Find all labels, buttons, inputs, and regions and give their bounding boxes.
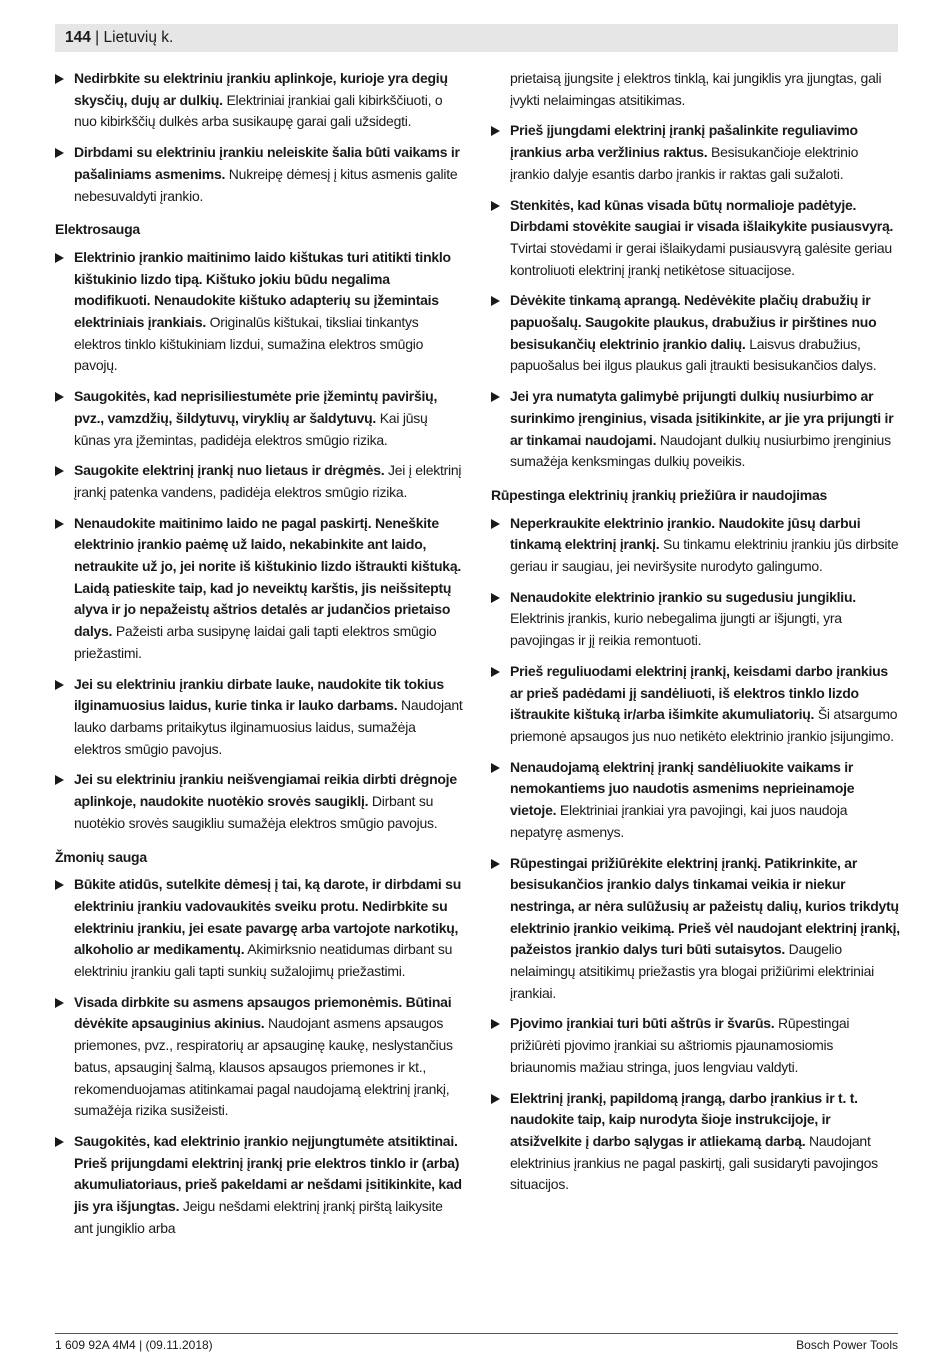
list-item <box>491 587 901 652</box>
instruction-explanation-text: Nukreipę dėmesį į kitus asmenis galite nebesuvaldyti įrankio. <box>74 165 458 204</box>
instruction-explanation-text: Naudojant asmens apsaugos priemones, pvz., respiratorių ar apsauginę kaukę, neslystančius batus, apsauginį šalmą, klausos apsaugos priemones ir kt., rekomenduojamas atitinkamai pagal naudojamą elektrinį įrankį, sumažėja rizika susižeisti. <box>74 1015 453 1119</box>
instruction-explanation-text: Jei į elektrinį įrankį patenka vandens, padidėja elektros smūgio rizika. <box>74 462 462 500</box>
list-item <box>55 142 465 207</box>
section-heading-personal: Žmonių sauga <box>55 848 147 865</box>
bullet-triangle-icon <box>491 763 500 773</box>
footer-divider <box>55 1333 898 1334</box>
instruction-bold-text: Prieš įjungdami elektrinį įrankį pašalinkite reguliavimo įrankius arba veržlinius raktus. <box>510 122 858 161</box>
bullet-triangle-icon <box>491 1019 500 1029</box>
instruction-explanation-text: Dirbant su nuotėkio srovės saugikliu sumažėja elektros smūgio pavojus. <box>74 793 438 831</box>
bullet-triangle-icon <box>55 392 64 402</box>
list-item <box>55 460 465 503</box>
list-item <box>55 1131 465 1240</box>
bullet-triangle-icon <box>55 148 64 158</box>
list-item <box>55 992 465 1122</box>
instruction-bold-text: Dirbdami su elektriniu įrankiu neleiskite šalia būti vaikams ir pašaliniams asmenims. <box>74 144 460 182</box>
left-column <box>55 68 465 1248</box>
instruction-bold-text: Saugokitės, kad neprisiliestumėte prie įžemintų paviršių, pvz., vamzdžių, šildytuvų, viryklių ar šaldytuvų. <box>74 388 438 426</box>
instruction-bold-text: Stenkitės, kad kūnas visada būtų normalioje padėtyje. Dirbdami stovėkite saugiai ir visada išlaikykite pusiausvyrą. <box>510 196 894 235</box>
instruction-explanation-text: Akimirksnio neatidumas dirbant su elektriniu įrankiu gali tapti sunkių sužalojimų priežastimi. <box>74 941 453 980</box>
personal-list-left <box>55 874 465 1239</box>
bullet-triangle-icon <box>491 296 500 306</box>
bullet-triangle-icon <box>491 519 500 529</box>
instruction-explanation-text: Elektrinis įrankis, kurio nebegalima įjungti ar išjungti, yra pavojingas ir jį reikia remontuoti. <box>510 610 842 649</box>
instruction-bold-text: Nedirbkite su elektriniu įrankiu aplinkoje, kurioje yra degių skysčių, dujų ar dulkių. <box>74 70 448 108</box>
section-heading-electrical: Elektrosauga <box>55 221 140 238</box>
instruction-explanation-text: Elektriniai įrankiai gali kibirkščiuoti, o nuo kibirkščių dulkės arba susikaupę garai gali užsidegti. <box>74 91 443 130</box>
list-item <box>491 1013 901 1078</box>
instruction-explanation-text: Laisvus drabužius, papuošalus bei ilgus plaukus gali įtraukti besisukančios dalys. <box>510 335 877 374</box>
instruction-explanation-text: Rūpestingai prižiūrėti pjovimo įrankiai su aštriomis pjaunamosiomis briaunomis mažiau stringa, juos lengviau valdyti. <box>510 1015 850 1075</box>
footer-doc-code: 1 609 92A 4M4 | (09.11.2018) <box>55 1338 213 1352</box>
list-item <box>55 513 465 665</box>
list-item <box>491 853 901 1005</box>
language-label: Lietuvių k. <box>103 29 174 46</box>
page-header <box>55 24 898 52</box>
instruction-bold-text: Neperkraukite elektrinio įrankio. Naudokite jūsų darbui tinkamą elektrinį įrankį. <box>510 514 861 553</box>
header-separator: | <box>90 29 104 46</box>
bullet-triangle-icon <box>491 392 500 402</box>
bullet-triangle-icon <box>491 1094 500 1104</box>
instruction-explanation-text: Kai jūsų kūnas yra įžemintas, padidėja elektros smūgio rizika. <box>74 409 428 448</box>
instruction-explanation-text: Naudojant elektrinius įrankius ne pagal paskirtį, gali susidaryti pavojingos situacijos. <box>510 1132 878 1193</box>
instruction-explanation-text: Originalūs kištukai, tiksliai tinkantys elektros tinklo kištukiniam lizdui, sumažina elektros smūgio pavojų. <box>74 314 424 374</box>
bullet-triangle-icon <box>55 880 64 890</box>
instruction-bold-text: Jei su elektriniu įrankiu dirbate lauke, naudokite tik tokius ilginamuosius laidus, kurie tinka ir lauko darbams. <box>74 675 444 714</box>
right-column <box>491 68 901 1205</box>
instruction-explanation-text: Naudojant dulkių nusiurbimo įrenginius sumažėja kenksmingas dulkių poveikis. <box>510 431 891 470</box>
instruction-bold-text: Nenaudokite elektrinio įrankio su sugedusiu jungikliu. <box>510 588 856 605</box>
list-item <box>491 513 901 578</box>
instruction-bold-text: Saugokite elektrinį įrankį nuo lietaus ir drėgmės. <box>74 462 385 479</box>
instruction-bold-text: Elektrinio įrankio maitinimo laido kištukas turi atitikti tinklo kištukinio lizdo tipą. Kištuko jokiu būdu negalima modifikuoti. Nenaudokite kištuko adapterių su įžemintais elektriniais įrankiais. <box>74 248 451 331</box>
care-list <box>491 513 901 1196</box>
instruction-bold-text: Jei yra numatyta galimybė prijungti dulkių nusiurbimo ar surinkimo įrenginius, visada įsitikinkite, ar jie yra prijungti ir ar tinkamai naudojami. <box>510 388 894 448</box>
list-item <box>55 874 465 983</box>
continued-paragraph: prietaisą įjungsite į elektros tinklą, kai jungiklis yra įjungtas, gali įvykti nelaimingas atsitikimas. <box>510 70 882 108</box>
list-item <box>491 195 901 282</box>
list-item <box>491 757 901 844</box>
list-item <box>55 68 465 133</box>
instruction-bold-text: Visada dirbkite su asmens apsaugos priemonėmis. Būtinai dėvėkite apsauginius akinius. <box>74 993 452 1032</box>
instruction-bold-text: Dėvėkite tinkamą aprangą. Nedėvėkite plačių drabužių ir papuošalų. Saugokite plaukus, drabužius ir pirštines nuo besisukančių elektrinio įrankio dalių. <box>510 292 877 352</box>
footer-brand: Bosch Power Tools <box>796 1338 898 1352</box>
bullet-triangle-icon <box>55 775 64 785</box>
bullet-triangle-icon <box>55 253 64 263</box>
instruction-bold-text: Nenaudokite maitinimo laido ne pagal paskirtį. Neneškite elektrinio įrankio paėmę už laido, nekabinkite ant laido, netraukite už jo, jei norite iš kištukinio lizdo ištraukti kištuką. Laidą patieskite taip, kad jo neveiktų karštis, jis neišsiteptų alyva ir jo nepažeistų aštrios detalės ar judančios prietaiso dalys. <box>74 514 462 640</box>
list-item <box>491 1088 901 1197</box>
instruction-explanation-text: Ši atsargumo priemonė apsaugos jus nuo netikėto elektrinio įrankio įsijungimo. <box>510 706 898 744</box>
bullet-triangle-icon <box>55 680 64 690</box>
page-number: 144 <box>65 29 91 46</box>
electrical-list <box>55 247 465 835</box>
list-item <box>491 386 901 473</box>
instruction-explanation-text: Besisukančioje elektrinio įrankio dalyje esantis darbo įrankis ir raktas gali sužaloti. <box>510 144 859 182</box>
list-item <box>55 386 465 451</box>
instruction-bold-text: Nenaudojamą elektrinį įrankį sandėliuokite vaikams ir nemokantiems juo naudotis asmenims neprieinamoje vietoje. <box>510 758 855 819</box>
bullet-triangle-icon <box>55 1137 64 1147</box>
bullet-triangle-icon <box>491 593 500 603</box>
instruction-bold-text: Pjovimo įrankiai turi būti aštrūs ir švarūs. <box>510 1015 775 1032</box>
bullet-triangle-icon <box>55 519 64 529</box>
instruction-explanation-text: Naudojant lauko darbams pritaikytus ilginamuosius laidus, sumažėja elektros smūgio pavojus. <box>74 697 463 757</box>
list-item <box>491 290 901 377</box>
instruction-explanation-text: Jeigu nešdami elektrinį įrankį pirštą laikysite ant jungiklio arba <box>74 1198 443 1236</box>
bullet-triangle-icon <box>491 667 500 677</box>
list-item <box>55 674 465 761</box>
bullet-triangle-icon <box>55 466 64 476</box>
list-item <box>491 120 901 185</box>
instruction-explanation-text: Tvirtai stovėdami ir gerai išlaikydami pusiausvyrą galėsite geriau kontroliuoti elektrinį įrankį netikėtose situacijose. <box>510 239 892 278</box>
bullet-triangle-icon <box>491 201 500 211</box>
personal-list-right <box>491 120 901 473</box>
bullet-triangle-icon <box>491 859 500 869</box>
intro-list <box>55 68 465 207</box>
section-heading-care: Rūpestinga elektrinių įrankių priežiūra ir naudojimas <box>491 486 828 503</box>
bullet-triangle-icon <box>55 998 64 1008</box>
list-item <box>55 769 465 834</box>
instruction-explanation-text: Pažeisti arba susipynę laidai gali tapti elektros smūgio priežastimi. <box>74 623 437 661</box>
instruction-bold-text: Rūpestingai prižiūrėkite elektrinį įrankį. Patikrinkite, ar besisukančios įrankio dalys tinkamai veikia ir niekur nestringa, ar nėra sulūžusių ar pažeistų dalių, kurios trikdytų elektrinio įrankio veikimą. Prieš vėl naudojant elektrinį įrankį, pažeistos įrankio dalys turi būti sutaisytos. <box>510 854 900 958</box>
instruction-bold-text: Saugokitės, kad elektrinio įrankio neįjungtumėte atsitiktinai. Prieš prijungdami elektrinį įrankį prie elektros tinklo ir (arba) akumuliatoriaus, prieš pakeldami ar nešdami įsitikinkite, kad jis yra išjungtas. <box>74 1132 462 1215</box>
instruction-bold-text: Būkite atidūs, sutelkite dėmesį į tai, ką darote, ir dirbdami su elektriniu įrankiu vadovaukitės sveiku protu. Nedirbkite su elektriniu įrankiu, jei esate pavargę arba vartojote narkotikų, alkoholio ar medikamentų. <box>74 876 462 958</box>
instruction-bold-text: Prieš reguliuodami elektrinį įrankį, keisdami darbo įrankius ar prieš padėdami jį sandėliuoti, iš elektros tinklo lizdo ištraukite kištuką ir/arba išimkite akumuliatorių. <box>510 662 888 723</box>
instruction-bold-text: Jei su elektriniu įrankiu neišvengiamai reikia dirbti drėgnoje aplinkoje, naudokite nuotėkio srovės saugiklį. <box>74 771 457 810</box>
list-item <box>55 247 465 377</box>
instruction-explanation-text: Su tinkamu elektriniu įrankiu jūs dirbsite geriau ir saugiau, jei neviršysite nurodyto galingumo. <box>510 536 899 575</box>
list-item <box>491 661 901 748</box>
page-header-label <box>65 29 173 47</box>
instruction-explanation-text: Elektriniai įrankiai yra pavojingi, kai juos naudoja nepatyrę asmenys. <box>510 802 848 840</box>
bullet-triangle-icon <box>491 126 500 136</box>
instruction-explanation-text: Daugelio nelaimingų atsitikimų priežastis yra blogai prižiūrimi elektriniai įrankiai. <box>510 941 874 1001</box>
bullet-triangle-icon <box>55 74 64 84</box>
instruction-bold-text: Elektrinį įrankį, papildomą įrangą, darbo įrankius ir t. t. naudokite taip, kaip nurodyta šioje instrukcijoje, ir atsižvelkite į darbo sąlygas ir atliekamą darbą. <box>510 1089 858 1149</box>
